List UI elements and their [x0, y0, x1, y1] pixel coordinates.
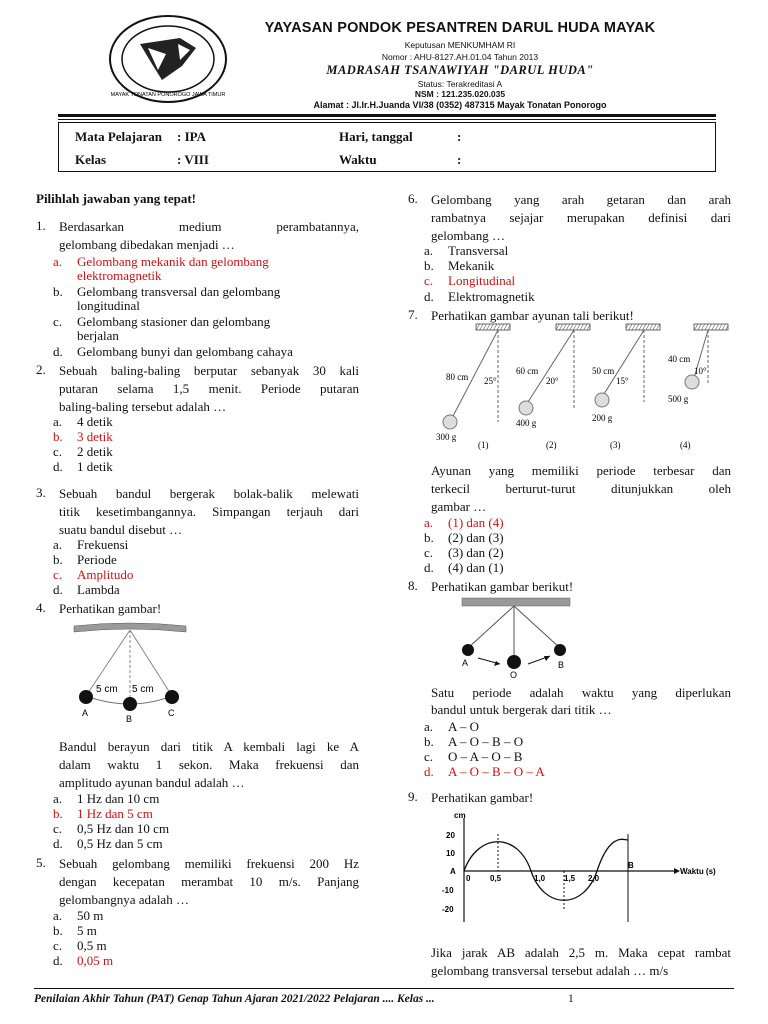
footer-text: Penilaian Akhir Tahun (PAT) Genap Tahun Ajaran 2021/2022 Pelajaran .... Kelas ...	[34, 993, 435, 1005]
svg-text:200 g: 200 g	[592, 413, 613, 423]
q3-option-d: Lambda	[77, 582, 120, 597]
q3-option-b: Periode	[77, 552, 117, 567]
svg-text:A: A	[450, 867, 456, 876]
q7-option-c: (3) dan (2)	[448, 545, 504, 560]
instruction: Pilihlah jawaban yang tepat!	[36, 191, 196, 206]
svg-text:A: A	[82, 708, 89, 718]
svg-text:2,0: 2,0	[588, 874, 600, 883]
q7-option-d: (4) dan (1)	[448, 560, 504, 575]
header-rule-thick	[58, 114, 716, 117]
svg-text:(4): (4)	[680, 440, 691, 450]
school-logo	[108, 14, 228, 104]
svg-text:0,5: 0,5	[490, 874, 502, 883]
svg-text:O: O	[510, 670, 518, 680]
q8-option-c: O – A – O – B	[448, 749, 523, 764]
x-axis-label: Waktu (s)	[680, 867, 716, 876]
q7-option-b: (2) dan (3)	[448, 530, 504, 545]
exam-info-box	[58, 122, 716, 172]
q6-option-b: Mekanik	[448, 258, 495, 273]
q7-option-a: (1) dan (4)	[448, 515, 504, 530]
q6-option-a: Transversal	[448, 243, 509, 258]
svg-text:20°: 20°	[546, 376, 559, 386]
class-value: : VIII	[177, 152, 209, 167]
svg-text:10°: 10°	[694, 366, 707, 376]
decree-number: Nomor : AHU-8127.AH.01.04 Tahun 2013	[381, 52, 539, 62]
svg-text:80 cm: 80 cm	[446, 372, 469, 382]
q2-option-a: 4 detik	[77, 414, 113, 429]
school-name: MADRASAH TSANAWIYAH "DARUL HUDA"	[326, 63, 594, 77]
svg-text:20: 20	[446, 831, 455, 840]
subject-value: : IPA	[177, 129, 207, 144]
logo-text: MAYAK TONATAN PONOROGO JAWA TIMUR	[110, 92, 226, 98]
pendulum-figure-q4	[70, 620, 190, 725]
q2-option-c: 2 detik	[77, 444, 113, 459]
svg-text:-10: -10	[442, 886, 454, 895]
svg-text:1,5: 1,5	[564, 874, 576, 883]
svg-text:300 g: 300 g	[436, 432, 457, 442]
svg-text:0: 0	[466, 874, 471, 883]
label-left-distance: 5 cm	[96, 684, 118, 695]
time-value: :	[457, 152, 462, 167]
subject-label: Mata Pelajaran	[75, 129, 163, 144]
q1-option-a: Gelombang mekanik dan gelombang	[77, 254, 269, 269]
svg-text:-20: -20	[442, 905, 454, 914]
class-label: Kelas	[75, 152, 107, 167]
svg-text:B: B	[558, 660, 565, 670]
svg-text:25°: 25°	[484, 376, 497, 386]
svg-text:400 g: 400 g	[516, 418, 537, 428]
svg-text:500 g: 500 g	[668, 394, 689, 404]
q3-option-a: Frekuensi	[77, 537, 129, 552]
decree: Keputusan MENKUMHAM RI	[404, 40, 516, 50]
svg-text:(1): (1)	[478, 440, 489, 450]
q4-option-d: 0,5 Hz dan 5 cm	[77, 836, 163, 851]
q6-option-c: Longitudinal	[448, 273, 516, 288]
q1-option-b: Gelombang transversal dan gelombang	[77, 284, 281, 299]
svg-text:B: B	[126, 714, 133, 724]
svg-text:(2): (2)	[546, 440, 557, 450]
q2-option-b: 3 detik	[77, 429, 113, 444]
footer-rule	[34, 988, 734, 989]
q4-option-b: 1 Hz dan 5 cm	[77, 806, 153, 821]
foundation-name: YAYASAN PONDOK PESANTREN DARUL HUDA MAYAK	[264, 20, 656, 36]
svg-text:A: A	[462, 658, 469, 668]
address: Alamat : Jl.Ir.H.Juanda VI/38 (0352) 487315 Mayak Tonatan Ponorogo	[313, 100, 607, 110]
q5-option-a: 50 m	[77, 908, 104, 923]
q5-option-b: 5 m	[77, 923, 97, 938]
svg-text:15°: 15°	[616, 376, 629, 386]
q4-option-a: 1 Hz dan 10 cm	[77, 791, 160, 806]
y-axis-label: cm	[454, 811, 466, 820]
q1-option-d: Gelombang bunyi dan gelombang cahaya	[77, 344, 293, 359]
svg-text:50 cm: 50 cm	[592, 366, 615, 376]
q3-option-c: Amplitudo	[77, 567, 134, 582]
page-number: 1	[568, 993, 574, 1005]
q6-option-d: Elektromagnetik	[448, 289, 535, 304]
nsm: NSM : 121.235.020.035	[414, 89, 506, 99]
q8-option-b: A – O – B – O	[448, 734, 524, 749]
pendulum-figure-q8	[448, 596, 584, 680]
label-right-distance: 5 cm	[132, 684, 154, 695]
wave-graph-q9	[434, 810, 724, 926]
q2-option-d: 1 detik	[77, 459, 113, 474]
q1-option-c: Gelombang stasioner dan gelombang	[77, 314, 271, 329]
day-label: Hari, tanggal	[339, 129, 413, 144]
pendulums-figure-q7	[432, 322, 732, 454]
svg-text:1,0: 1,0	[534, 874, 546, 883]
accreditation-status: Status: Terakreditasi A	[417, 79, 503, 89]
header-rule-thin	[58, 119, 716, 120]
q8-option-d: A – O – B – O – A	[448, 764, 545, 779]
svg-text:40 cm: 40 cm	[668, 354, 691, 364]
time-label: Waktu	[339, 152, 377, 167]
point-b-label: B	[628, 861, 634, 870]
svg-text:(3): (3)	[610, 440, 621, 450]
q5-option-c: 0,5 m	[77, 938, 107, 953]
footer	[34, 993, 734, 1005]
q5-option-d: 0,05 m	[77, 953, 114, 968]
svg-text:60 cm: 60 cm	[516, 366, 539, 376]
day-value: :	[457, 129, 462, 144]
svg-text:C: C	[168, 708, 175, 718]
q8-option-a: A – O	[448, 719, 480, 734]
q4-option-c: 0,5 Hz dan 10 cm	[77, 821, 170, 836]
svg-text:10: 10	[446, 849, 455, 858]
